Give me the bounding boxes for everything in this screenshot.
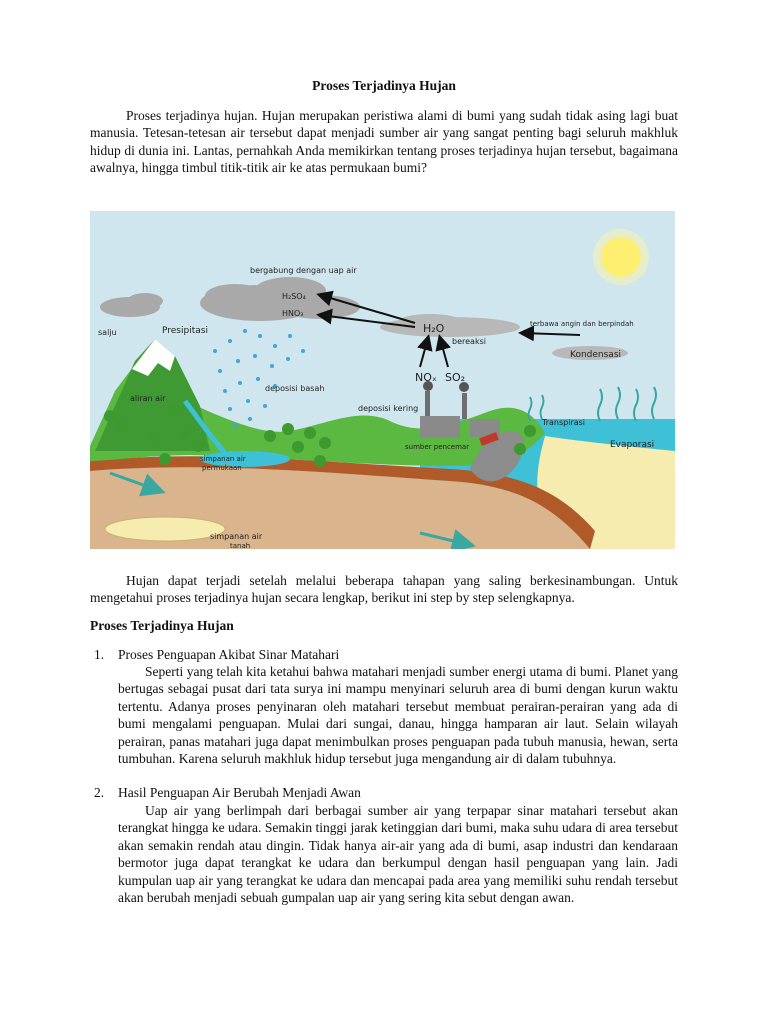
label-evaporasi: Evaporasi xyxy=(610,440,655,450)
label-h2o: H₂O xyxy=(423,322,445,335)
label-tanah: tanah xyxy=(230,542,251,549)
label-bereaksi: bereaksi xyxy=(452,337,486,346)
intro-paragraph: Proses terjadinya hujan. Hujan merupakan peristiwa alami di bumi yang sudah tidak asing lagi buat manusia. Tetesan-tetesan air tersebut dapat menjadi sumber air yang sangat penting bagi seluruh makhluk hidup di dunia ini. Lantas, pernahkah Anda memikirkan tentang proses terjadinya hujan tersebut, bagaimana awalnya, hingga timbul titik-titik air ke atas permukaan bumi? xyxy=(90,108,678,176)
step-1-title xyxy=(94,647,339,663)
step-2-title xyxy=(94,785,361,801)
step-1-label: Proses Penguapan Akibat Sinar Matahari xyxy=(118,647,340,662)
label-sumber-pencemar: sumber pencemar xyxy=(405,443,470,451)
label-deposisi-kering: deposisi kering xyxy=(358,404,419,413)
label-aliran-air: aliran air xyxy=(130,394,166,403)
label-nox: NOₓ xyxy=(415,371,437,384)
label-h2so4: H₂SO₄ xyxy=(282,292,306,301)
after-figure-paragraph: Hujan dapat terjadi setelah melalui beberapa tahapan yang saling berkesinambungan. Untuk mengetahui proses terjadinya hujan secara lengkap, berikut ini step by step selengkapnya. xyxy=(90,573,678,606)
step-2-label: Hasil Penguapan Air Berubah Menjadi Awan xyxy=(118,785,361,800)
step-2-body: Uap air yang berlimpah dari berbagai sumber air yang terpapar sinar matahari tersebut akan terangkat hingga ke udara. Semakin tinggi jarak ketinggian dari bumi, maka suhu udara di area tersebut akan semakin rendah atau dingin. Tidak hanya air-air yang ada di bumi, asap industri dan kendaraan bermotor juga dapat terangkat ke udara dan berkumpul dengan hasil penguapan yang lain. Jadi kumpulan uap air yang terangkat ke udara dan mencapai pada area yang memiliki suhu rendah tersebut akan berubah menjadi sebuah gumpalan uap air yang sering kita sebut dengan awan. xyxy=(118,803,678,906)
label-bergabung: bergabung dengan uap air xyxy=(250,266,357,275)
label-simpanan-tanah: simpanan air xyxy=(210,532,263,541)
label-transpirasi: Transpirasi xyxy=(542,418,586,427)
step-1-body: Seperti yang telah kita ketahui bahwa matahari menjadi sumber energi utama di bumi. Planet yang bertugas sebagai pusat dari tata surya ini mampu menyinari seluruh area di bumi dengan kurun waktu tertentu. Adanya proses penyinaran oleh matahari tersebut membuat perairan-perairan yang ada di bumi mengalami penguapan. Mulai dari sungai, danau, hingga hamparan air laut. Selain wilayah perairan, panas matahari juga dapat menimbulkan proses penguapan pada tubuh manusia, hewan, serta tumbuhan. Karena seluruh makhluk hidup tersebut juga mengandung air di dalam tubuhnya. xyxy=(118,664,678,767)
document-title: Proses Terjadinya Hujan xyxy=(312,78,456,93)
label-presipitasi: Presipitasi xyxy=(162,326,208,336)
label-permukaan: permukaan xyxy=(202,464,242,472)
groundwater-storage xyxy=(105,517,225,541)
label-so2: SO₂ xyxy=(445,371,466,384)
label-salju: salju xyxy=(98,328,117,337)
label-hno3: HNO₃ xyxy=(282,309,304,318)
water-cycle-diagram xyxy=(90,211,675,549)
step-1-number: 1. xyxy=(94,647,105,662)
label-terbawa: terbawa angin dan berpindah xyxy=(530,320,634,328)
label-simpanan-permukaan: simpanan air xyxy=(200,455,246,463)
section-heading: Proses Terjadinya Hujan xyxy=(90,618,234,633)
label-deposisi-basah: deposisi basah xyxy=(265,384,325,393)
step-2-number: 2. xyxy=(94,785,105,800)
label-kondensasi: Kondensasi xyxy=(570,350,622,360)
